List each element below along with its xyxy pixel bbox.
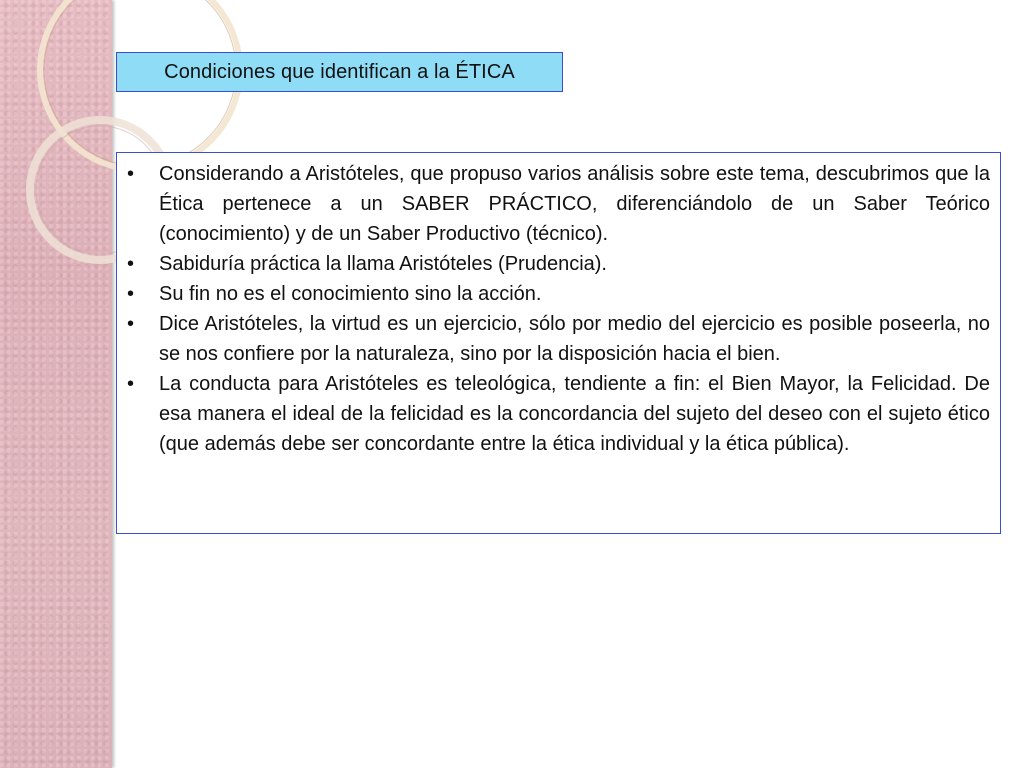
bullet-item	[117, 309, 990, 369]
content-box	[116, 152, 1001, 534]
bullet-item	[117, 369, 990, 459]
bullet-text: Sabiduría práctica la llama Aristóteles (Prudencia).	[159, 253, 607, 275]
bullet-mark: •	[127, 373, 135, 395]
bullet-text: Dice Aristóteles, la virtud es un ejercicio, sólo por medio del ejercicio es posible poseerla, no se nos confiere por la naturaleza, sino por la disposición hacia el bien.	[159, 313, 990, 365]
bullet-mark: •	[127, 253, 135, 275]
bullet-mark: •	[127, 163, 135, 185]
bullet-text: Su fin no es el conocimiento sino la acción.	[159, 283, 542, 305]
bullet-text: Considerando a Aristóteles, que propuso varios análisis sobre este tema, descubrimos que la Ética pertenece a un SABER PRÁCTICO, diferenciándolo de un Saber Teórico (conocimiento) y de un Saber Productivo (técnico).	[159, 163, 990, 245]
bullet-mark: •	[127, 283, 135, 305]
bullet-item	[117, 249, 990, 279]
bullet-mark: •	[127, 313, 135, 335]
bullet-item	[117, 159, 990, 249]
bullet-text: La conducta para Aristóteles es teleológica, tendiente a fin: el Bien Mayor, la Felicidad. De esa manera el ideal de la felicidad es la concordancia del sujeto del deseo con el sujeto ético (que además debe ser concordante entre la ética individual y la ética pública).	[159, 373, 990, 455]
bullet-list	[117, 153, 1000, 459]
slide-title-box	[116, 52, 563, 92]
bullet-item	[117, 279, 990, 309]
slide-title: Condiciones que identifican a la ÉTICA	[164, 60, 515, 83]
